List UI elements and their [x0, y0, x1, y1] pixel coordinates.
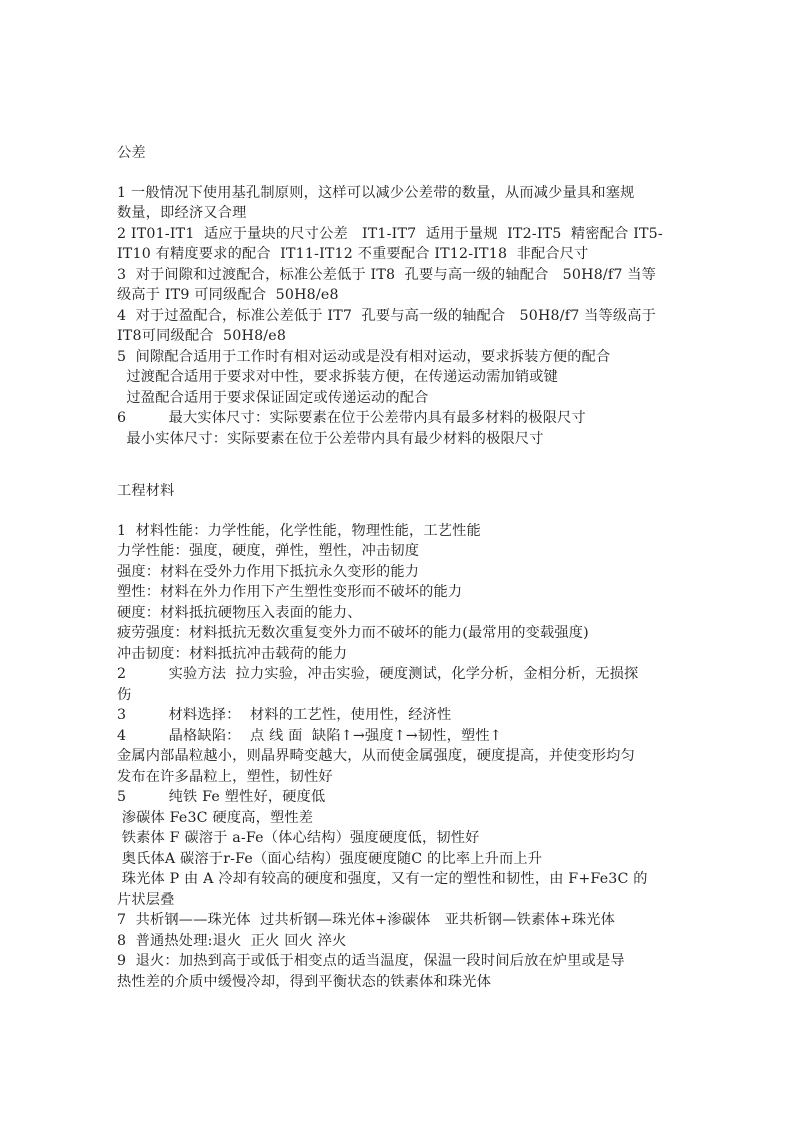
tolerance-line: IT10 有精度要求的配合 IT11-IT12 不重要配合 IT12-IT18 非配合尺寸: [117, 246, 589, 262]
materials-line: 渗碳体 Fe3C 硬度高，塑性差: [117, 810, 314, 826]
tolerance-line: 数量，即经济又合理: [117, 205, 247, 221]
materials-line: 4 晶格缺陷： 点 线 面 缺陷↑→强度↑→韧性，塑性↑: [117, 728, 502, 744]
materials-line: 金属内部晶粒越小，则晶界畸变越大，从而使金属强度，硬度提高，并使变形均匀: [117, 748, 635, 764]
materials-line: 1 材料性能：力学性能，化学性能，物理性能，工艺性能: [117, 523, 481, 539]
materials-line: 片状层叠: [117, 892, 175, 908]
tolerance-line: 4 对于过盈配合，标准公差低于 IT7 孔要与高一级的轴配合 50H8/f7 当等级高于: [117, 308, 657, 324]
materials-line: 热性差的介质中缓慢冷却，得到平衡状态的铁素体和珠光体: [117, 974, 492, 990]
materials-line: 奥氏体A 碳溶于r-Fe（面心结构）强度硬度随C 的比率上升而上升: [117, 851, 543, 867]
materials-line: 2 实验方法 拉力实验，冲击实验，硬度测试，化学分析，金相分析，无损探: [117, 666, 639, 682]
materials-line: 8 普通热处理:退火 正火 回火 淬火: [117, 933, 347, 949]
materials-line: 珠光体 P 由 A 冷却有较高的硬度和强度，又有一定的塑性和韧性，由 F+Fe3C 的: [117, 871, 648, 887]
section-title-tolerance: 公差: [117, 145, 146, 161]
materials-line: 9 退火：加热到高于或低于相变点的适当温度，保温一段时间后放在炉里或是导: [117, 953, 625, 969]
materials-line: 强度：材料在受外力作用下抵抗永久变形的能力: [117, 564, 420, 580]
tolerance-line: 1 一般情况下使用基孔制原则，这样可以减少公差带的数量，从而减少量具和塞规: [117, 185, 635, 201]
materials-line: 发布在许多晶粒上，塑性，韧性好: [117, 769, 333, 785]
materials-line: 疲劳强度：材料抵抗无数次重复变外力而不破坏的能力(最常用的变载强度): [117, 625, 589, 641]
tolerance-line: 5 间隙配合适用于工作时有相对运动或是没有相对运动，要求拆装方便的配合: [117, 349, 611, 365]
tolerance-line: 过盈配合适用于要求保证固定或传递运动的配合: [117, 390, 429, 406]
tolerance-line: 最小实体尺寸：实际要素在位于公差带内具有最少材料的极限尺寸: [117, 431, 544, 447]
materials-line: 7 共析钢——珠光体 过共析钢—珠光体+渗碳体 亚共析钢—铁素体+珠光体: [117, 912, 615, 928]
materials-line: 伤: [117, 687, 132, 703]
materials-line: 冲击韧度：材料抵抗冲击载荷的能力: [117, 646, 348, 662]
materials-line: 3 材料选择： 材料的工艺性，使用性，经济性: [117, 707, 452, 723]
materials-line: 力学性能：强度，硬度，弹性，塑性，冲击韧度: [117, 543, 420, 559]
tolerance-line: 3 对于间隙和过渡配合，标准公差低于 IT8 孔要与高一级的轴配合 50H8/f7 当等: [117, 267, 657, 283]
tolerance-line: 级高于 IT9 可同级配合 50H8/e8: [117, 287, 339, 303]
section-title-engineering-materials: 工程材料: [117, 483, 175, 499]
materials-line: 塑性：材料在外力作用下产生塑性变形而不破坏的能力: [117, 584, 463, 600]
materials-line: 硬度：材料抵抗硬物压入表面的能力、: [117, 605, 362, 621]
materials-line: 铁素体 F 碳溶于 a-Fe（体心结构）强度硬度低，韧性好: [117, 830, 480, 846]
tolerance-line: IT8可同级配合 50H8/e8: [117, 328, 287, 344]
tolerance-line: 6 最大实体尺寸：实际要素在位于公差带内具有最多材料的极限尺寸: [117, 410, 586, 426]
tolerance-line: 过渡配合适用于要求对中性，要求拆装方便，在传递运动需加销或键: [117, 369, 559, 385]
tolerance-line: 2 IT01-IT1 适应于量块的尺寸公差 IT1-IT7 适用于量规 IT2-IT5 精密配合 IT5-: [117, 226, 663, 242]
materials-line: 5 纯铁 Fe 塑性好，硬度低: [117, 789, 326, 805]
